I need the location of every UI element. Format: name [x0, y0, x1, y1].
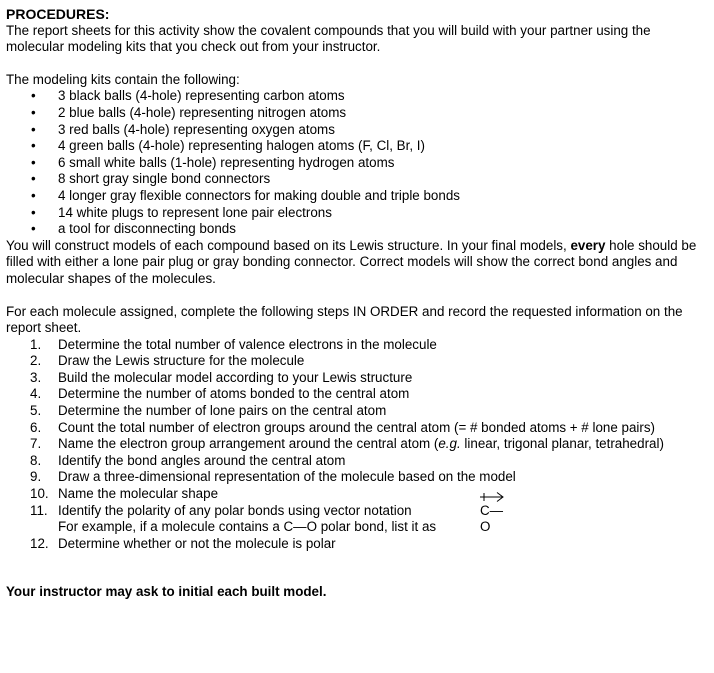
step-number: 12. — [30, 535, 49, 551]
dipole-arrow-icon — [479, 491, 505, 503]
list-item: 4. Determine the number of atoms bonded to the central atom — [30, 386, 410, 402]
list-item: • 3 red balls (4-hole) representing oxygen atoms — [31, 121, 335, 137]
step-number: 10. — [30, 486, 49, 502]
step-number: 6. — [30, 419, 42, 435]
list-item: • 4 longer gray flexible connectors for making double and triple bonds — [31, 187, 460, 203]
list-item: 7. Name the electron group arrangement around the central atom (e.g. linear, trigonal planar, tetrahedral) — [30, 436, 664, 452]
kit-items-list — [6, 88, 706, 237]
bullet-icon: • — [31, 138, 36, 154]
step-number: 9. — [30, 469, 42, 485]
procedures-heading: PROCEDURES: — [6, 6, 110, 22]
list-item: • 8 short gray single bond connectors — [31, 171, 271, 187]
step-number: 7. — [30, 436, 42, 452]
bullet-icon: • — [31, 221, 36, 237]
list-item: 3. Build the molecular model according to your Lewis structure — [30, 369, 413, 385]
list-item: • 14 white plugs to represent lone pair electrons — [31, 204, 332, 220]
bullet-icon: • — [31, 204, 36, 220]
list-item: • 3 black balls (4-hole) representing carbon atoms — [31, 88, 345, 104]
list-item: 11. Identify the polarity of any polar bonds using vector notation For example, if a molecule contains a C—O polar bond, list it as C—O — [6, 503, 706, 536]
steps-intro: For each molecule assigned, complete the following steps IN ORDER and record the requested information on the report sheet. — [6, 303, 683, 336]
list-item: • 4 green balls (4-hole) representing halogen atoms (F, Cl, Br, I) — [31, 138, 425, 154]
bullet-icon: • — [31, 104, 36, 120]
list-item: 12. Determine whether or not the molecule is polar — [30, 535, 336, 551]
steps-list — [6, 337, 706, 553]
list-item: 8. Identify the bond angles around the central atom — [30, 452, 346, 468]
construct-paragraph: You will construct models of each compound based on its Lewis structure. In your final models, every hole should be filled with either a lone pair plug or gray bonding connector. Correct models will show the correct bond angles and molecular shapes of the molecules. — [6, 237, 697, 286]
step-number: 5. — [30, 403, 42, 419]
step-number: 3. — [30, 369, 42, 385]
list-item: 10. Name the molecular shape — [30, 486, 219, 502]
bullet-icon: • — [31, 154, 36, 170]
list-item: • 6 small white balls (1-hole) representing hydrogen atoms — [31, 154, 395, 170]
procedures-document — [6, 6, 706, 601]
bullet-icon: • — [31, 121, 36, 137]
bullet-icon: • — [31, 171, 36, 187]
list-item: • 2 blue balls (4-hole) representing nitrogen atoms — [31, 104, 347, 120]
emphasis-every: every — [570, 237, 606, 253]
list-item: 2. Draw the Lewis structure for the molecule — [30, 353, 305, 369]
step-number: 4. — [30, 386, 42, 402]
list-item: 5. Determine the number of lone pairs on the central atom — [30, 403, 387, 419]
list-item: • a tool for disconnecting bonds — [31, 221, 236, 237]
vector-example-text: For example, if a molecule contains a C—O polar bond, list it as — [58, 519, 437, 535]
list-item: 9. Draw a three-dimensional representation of the molecule based on the model — [30, 469, 516, 485]
list-item: 6. Count the total number of electron groups around the central atom (= # bonded atoms + # lone pairs) — [30, 419, 655, 435]
kits-intro: The modeling kits contain the following: — [6, 71, 240, 87]
step-number: 11. — [30, 502, 48, 518]
list-item: 1. Determine the total number of valence electrons in the molecule — [30, 336, 437, 352]
final-note: Your instructor may ask to initial each built model. — [6, 584, 327, 600]
bullet-icon: • — [31, 88, 36, 104]
bullet-icon: • — [31, 187, 36, 203]
step-number: 2. — [30, 353, 42, 369]
dipole-vector-notation — [473, 491, 513, 535]
vector-label: C—O — [480, 502, 504, 535]
step-number: 1. — [30, 336, 42, 352]
intro-paragraph: The report sheets for this activity show the covalent compounds that you will build with your partner using the molecular modeling kits that you check out from your instructor. — [6, 22, 651, 55]
step-number: 8. — [30, 452, 42, 468]
